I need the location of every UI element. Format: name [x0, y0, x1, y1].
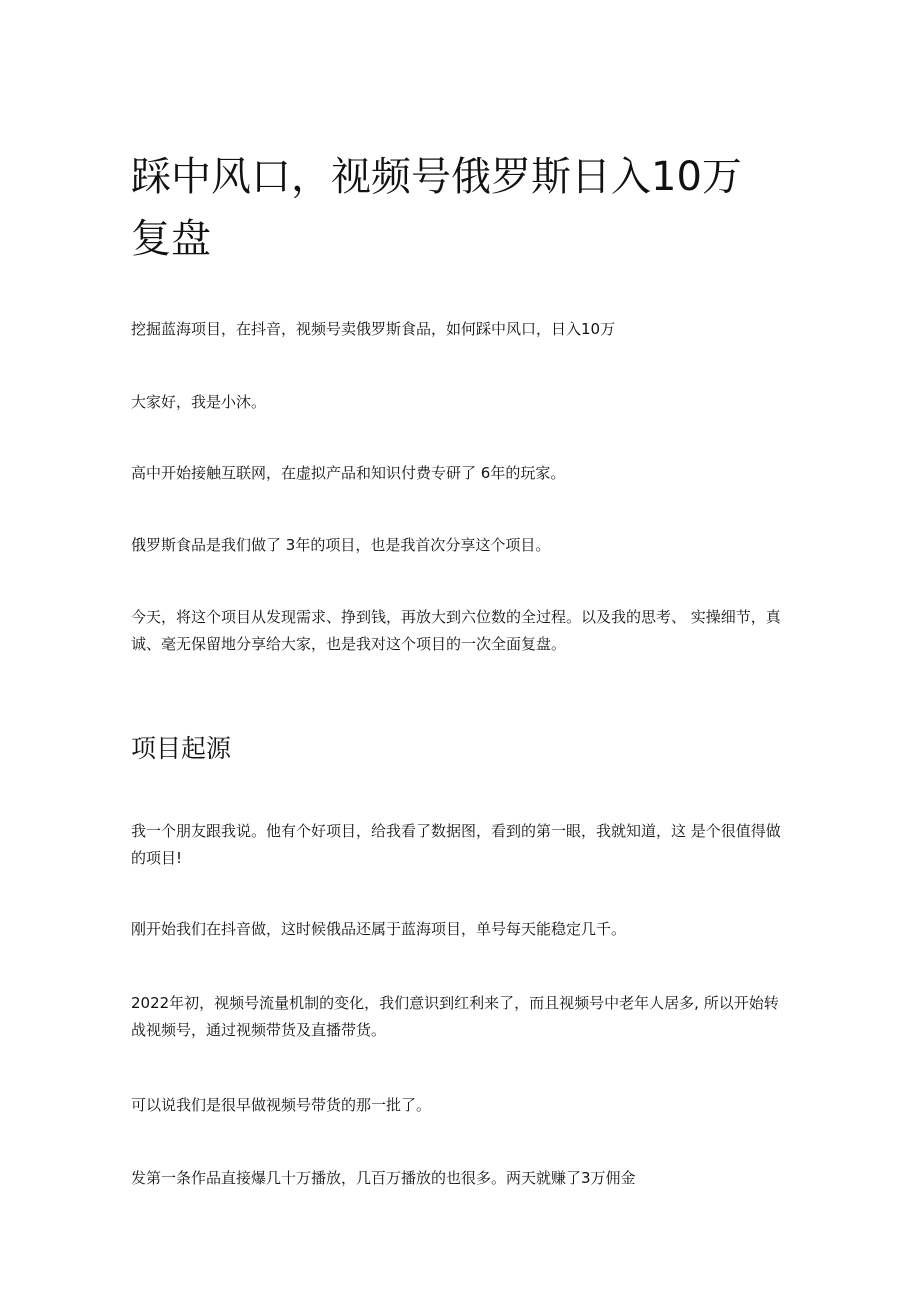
section-paragraph: 2022年初，视频号流量机制的变化，我们意识到红利来了，而且视频号中老年人居多, 所以开始转战视频号，通过视频带货及直播带货。 [131, 994, 779, 1039]
section-paragraph: 刚开始我们在抖音做，这时候俄品还属于蓝海项目，单号每天能稳定几千。 [131, 920, 627, 938]
section-paragraph: 发第一条作品直接爆几十万播放，几百万播放的也很多。两天就赚了3万佣金 [131, 1169, 636, 1187]
intro-paragraph: 高中开始接触互联网，在虚拟产品和知识付费专研了 6年的玩家。 [131, 464, 566, 482]
section-heading: 项目起源 [131, 734, 232, 763]
intro-paragraph: 挖掘蓝海项目，在抖音，视频号卖俄罗斯食品，如何踩中风口，日入10万 [131, 320, 616, 338]
section-paragraph: 可以说我们是很早做视频号带货的那一批了。 [131, 1096, 432, 1114]
section-paragraph: 我一个朋友跟我说。他有个好项目，给我看了数据图，看到的第一眼，我就知道，这 是个很值得做的项目! [131, 822, 781, 867]
intro-paragraph: 大家好，我是小沐。 [131, 393, 267, 411]
intro-paragraph: 今天，将这个项目从发现需求、挣到钱，再放大到六位数的全过程。以及我的思考、 实操细节，真诚、毫无保留地分享给大家，也是我对这个项目的一次全面复盘。 [131, 608, 781, 653]
intro-paragraph: 俄罗斯食品是我们做了 3年的项目，也是我首次分享这个项目。 [131, 536, 551, 554]
document-title: 踩中风口，视频号俄罗斯日入10万 复盘 [131, 154, 742, 262]
